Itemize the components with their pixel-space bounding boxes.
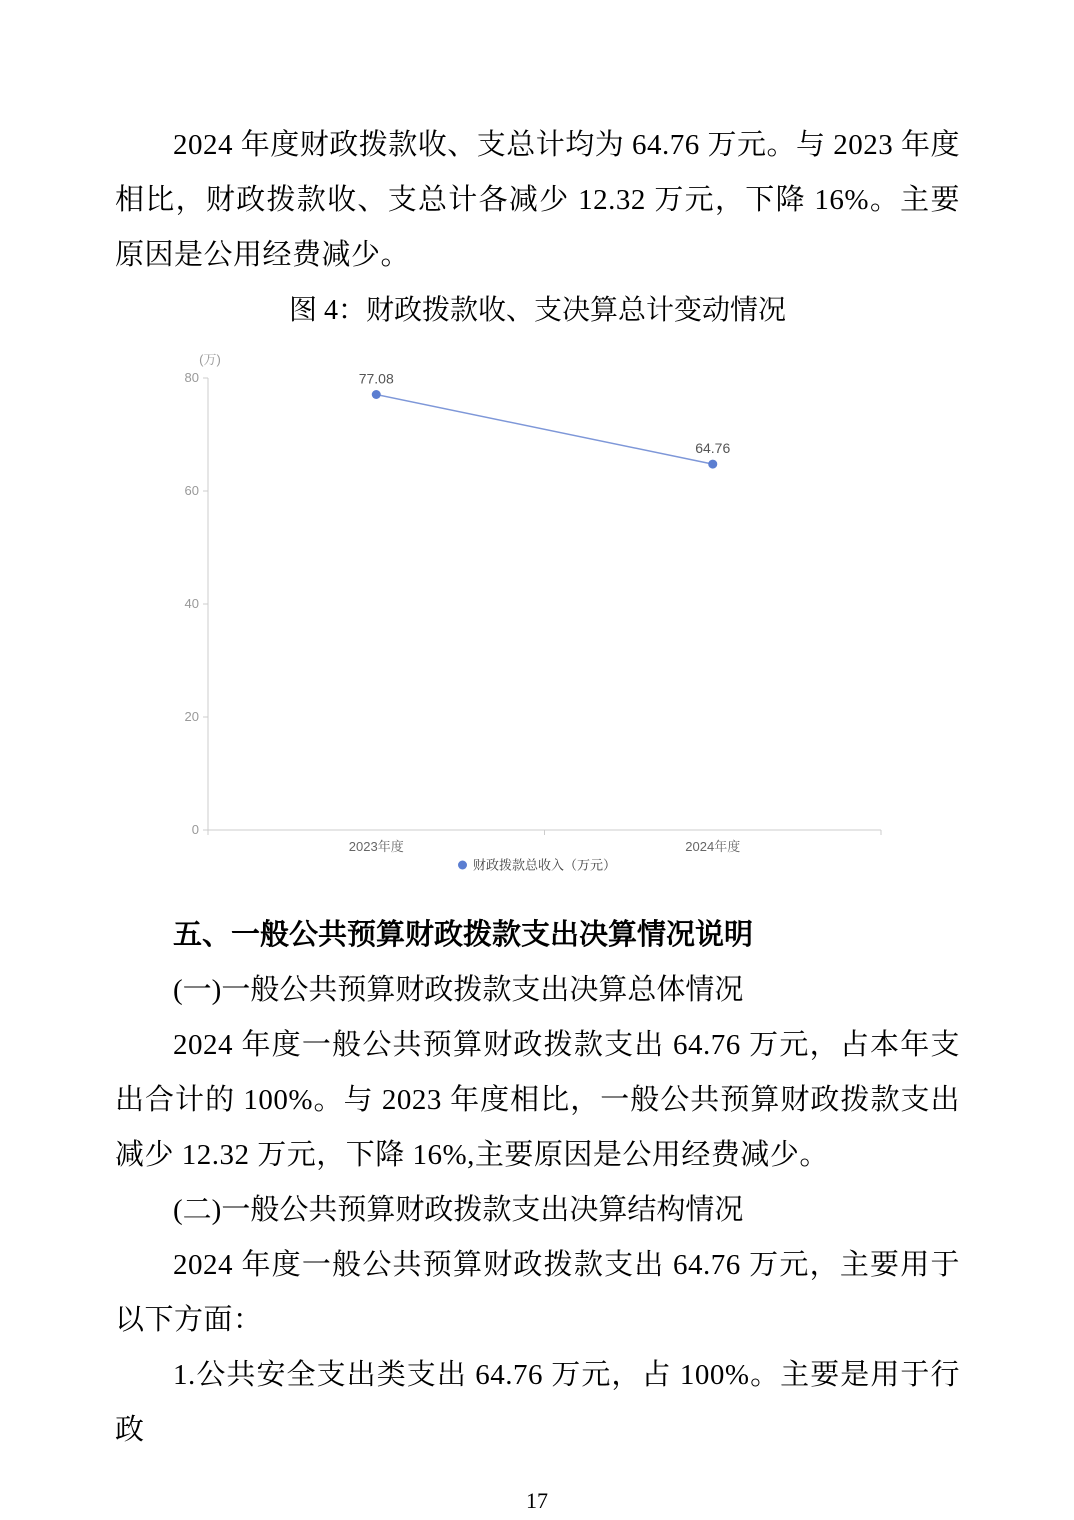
page-number: 17: [526, 1488, 548, 1513]
legend-marker: [458, 861, 467, 870]
item1-paragraph: 1.公共安全支出类支出 64.76 万元，占 100%。主要是用于行政: [115, 1359, 960, 1446]
y-axis-tick-label: 60: [184, 483, 199, 498]
x-axis-category-label: 2024年度: [685, 839, 741, 854]
data-point-label: 64.76: [695, 440, 731, 457]
line-chart: [0, 338, 1074, 883]
subsection-heading-2: (二)一般公共预算财政拨款支出决算结构情况: [173, 1194, 744, 1226]
sub1-paragraph: 2024 年度一般公共预算财政拨款支出 64.76 万元，占本年支出合计的 100%。与 2023 年度相比，一般公共预算财政拨款支出减少 12.32 万元，下降 16%,主要原因是公用经费减少。: [115, 1029, 960, 1171]
intro-paragraph: 2024 年度财政拨款收、支总计均为 64.76 万元。与 2023 年度相比，财政拨款收、支总计各减少 12.32 万元，下降 16%。主要原因是公用经费减少。: [115, 129, 961, 271]
figure-caption: 图 4：财政拨款收、支决算总计变动情况: [288, 295, 786, 326]
y-axis-tick-label: 20: [184, 709, 199, 724]
subsection-heading-1: (一)一般公共预算财政拨款支出决算总体情况: [173, 974, 744, 1006]
data-point: [372, 390, 381, 399]
y-axis-tick-label: 0: [191, 822, 199, 837]
y-axis-tick-label: 80: [184, 370, 199, 385]
section-heading: 五、一般公共预算财政拨款支出决算情况说明: [173, 919, 754, 951]
series-line: [376, 394, 713, 464]
data-point: [708, 460, 717, 469]
y-axis-tick-label: 40: [184, 596, 199, 611]
x-axis-category-label: 2023年度: [348, 839, 404, 854]
data-point-label: 77.08: [358, 370, 394, 387]
line-chart-figure: [0, 338, 1074, 883]
sub2-paragraph: 2024 年度一般公共预算财政拨款支出 64.76 万元，主要用于以下方面：: [115, 1249, 960, 1336]
y-axis-unit-label: (万): [199, 352, 221, 367]
legend-label: 财政拨款总收入（万元）: [473, 857, 617, 873]
